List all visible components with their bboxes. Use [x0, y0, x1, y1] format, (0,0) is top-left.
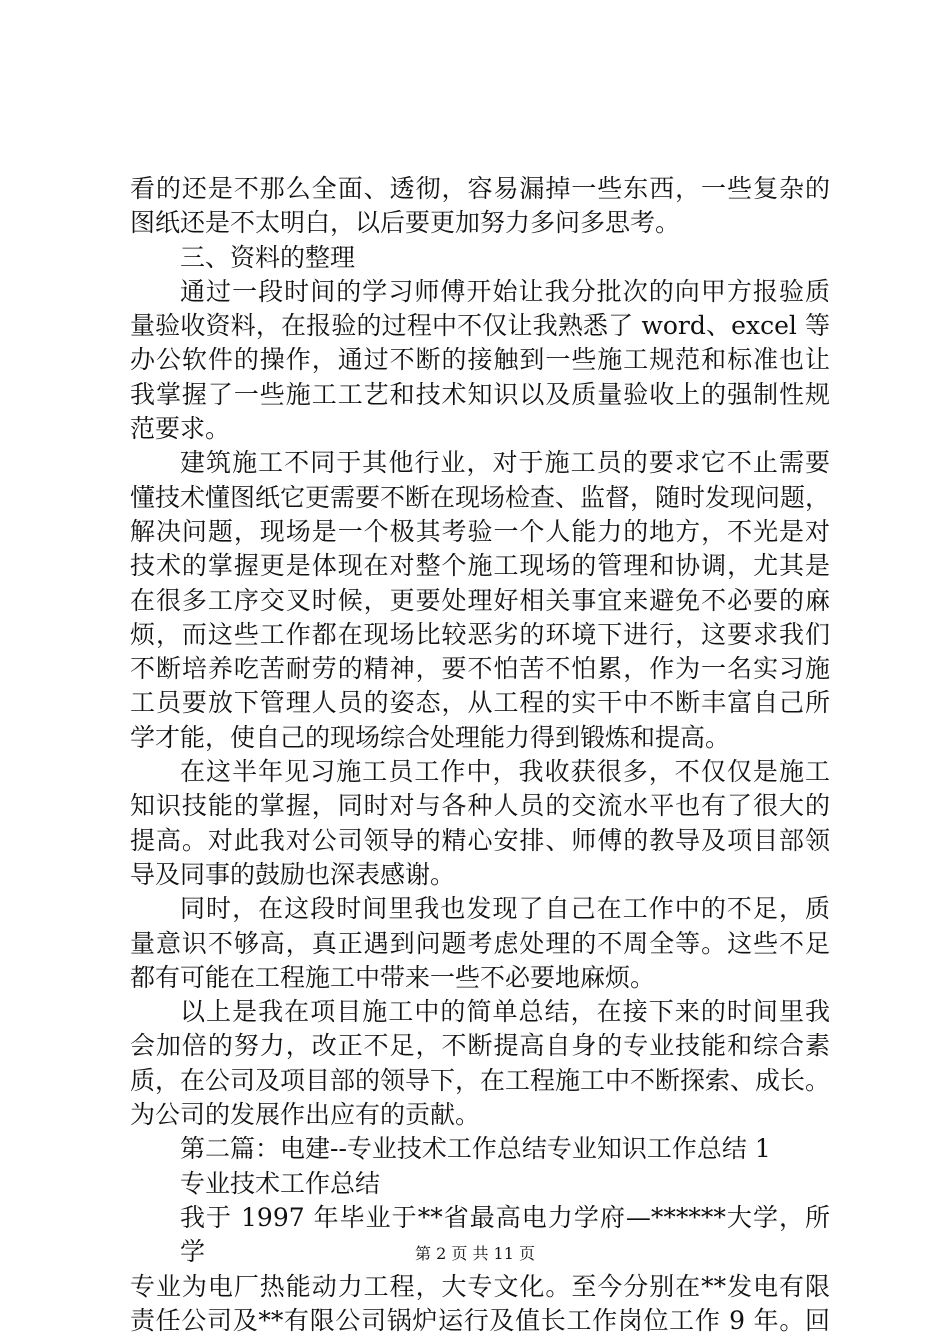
text-line: 解决问题，现场是一个极其考验一个人能力的地方，不光是对 — [130, 516, 830, 546]
text-line: 看的还是不那么全面、透彻，容易漏掉一些东西，一些复杂的 — [130, 174, 830, 203]
page-footer: 第 2 页 共 11 页 — [415, 1244, 535, 1263]
text-line: 范要求。 — [130, 414, 231, 444]
text-line: 不断培养吃苦耐劳的精神，要不怕苦不怕累，作为一名实习施 — [130, 654, 830, 684]
text-line: 在很多工序交叉时候，更要处理好相关事宜来避免不必要的麻 — [130, 585, 830, 615]
document-body — [130, 172, 830, 1338]
text-line: 通过一段时间的学习师傅开始让我分批次的向甲方报验质 — [180, 276, 830, 306]
text-line: 量验收资料，在报验的过程中不仅让我熟悉了 word、excel 等 — [130, 311, 830, 341]
text-line: 技术的掌握更是体现在对整个施工现场的管理和协调，尤其是 — [130, 551, 830, 581]
text-line: 建筑施工不同于其他行业，对于施工员的要求它不止需要 — [180, 448, 830, 478]
text-line: 以上是我在项目施工中的简单总结，在接下来的时间里我 — [180, 997, 830, 1027]
text-line: 图纸还是不太明白，以后要更加努力多问多思考。 — [130, 208, 681, 238]
text-line: 第二篇：电建--专业技术工作总结专业知识工作总结 1 — [180, 1134, 771, 1164]
text-line: 提高。对此我对公司领导的精心安排、师傅的教导及项目部领 — [130, 825, 830, 855]
text-line: 知识技能的掌握，同时对与各种人员的交流水平也有了很大的 — [130, 791, 830, 821]
text-line: 专业技术工作总结 — [180, 1168, 381, 1198]
text-line: 会加倍的努力，改正不足，不断提高自身的专业技能和综合素 — [130, 1031, 830, 1061]
text-line: 在这半年见习施工员工作中，我收获很多，不仅仅是施工 — [180, 757, 830, 787]
text-line: 专业为电厂热能动力工程，大专文化。至今分别在**发电有限 — [130, 1271, 830, 1301]
text-line: 同时，在这段时间里我也发现了自己在工作中的不足，质 — [180, 894, 830, 924]
text-line: 质，在公司及项目部的领导下，在工程施工中不断探索、成长。 — [130, 1065, 831, 1095]
text-line: 学才能，使自己的现场综合处理能力得到锻炼和提高。 — [130, 722, 731, 752]
text-line: 量意识不够高，真正遇到问题考虑处理的不周全等。这些不足 — [130, 928, 830, 958]
text-line: 我于 1997 年毕业于**省最高电力学府—******大学，所学 — [180, 1202, 830, 1267]
text-line: 都有可能在工程施工中带来一些不必要地麻烦。 — [130, 962, 656, 992]
text-line: 懂技术懂图纸它更需要不断在现场检查、监督，随时发现问题， — [130, 482, 831, 512]
text-line: 导及同事的鼓励也深表感谢。 — [130, 859, 456, 889]
text-line: 工员要放下管理人员的姿态，从工程的实干中不断丰富自己所 — [130, 688, 830, 718]
text-line: 三、资料的整理 — [180, 242, 356, 272]
text-line: 我掌握了一些施工工艺和技术知识以及质量验收上的强制性规 — [130, 379, 830, 409]
text-line: 责任公司及**有限公司锅炉运行及值长工作岗位工作 9 年。回 — [130, 1305, 830, 1335]
text-line: 为公司的发展作出应有的贡献。 — [130, 1100, 481, 1130]
text-line: 烦，而这些工作都在现场比较恶劣的环境下进行，这要求我们 — [130, 619, 830, 649]
text-line: 办公软件的操作，通过不断的接触到一些施工规范和标准也让 — [130, 345, 830, 375]
